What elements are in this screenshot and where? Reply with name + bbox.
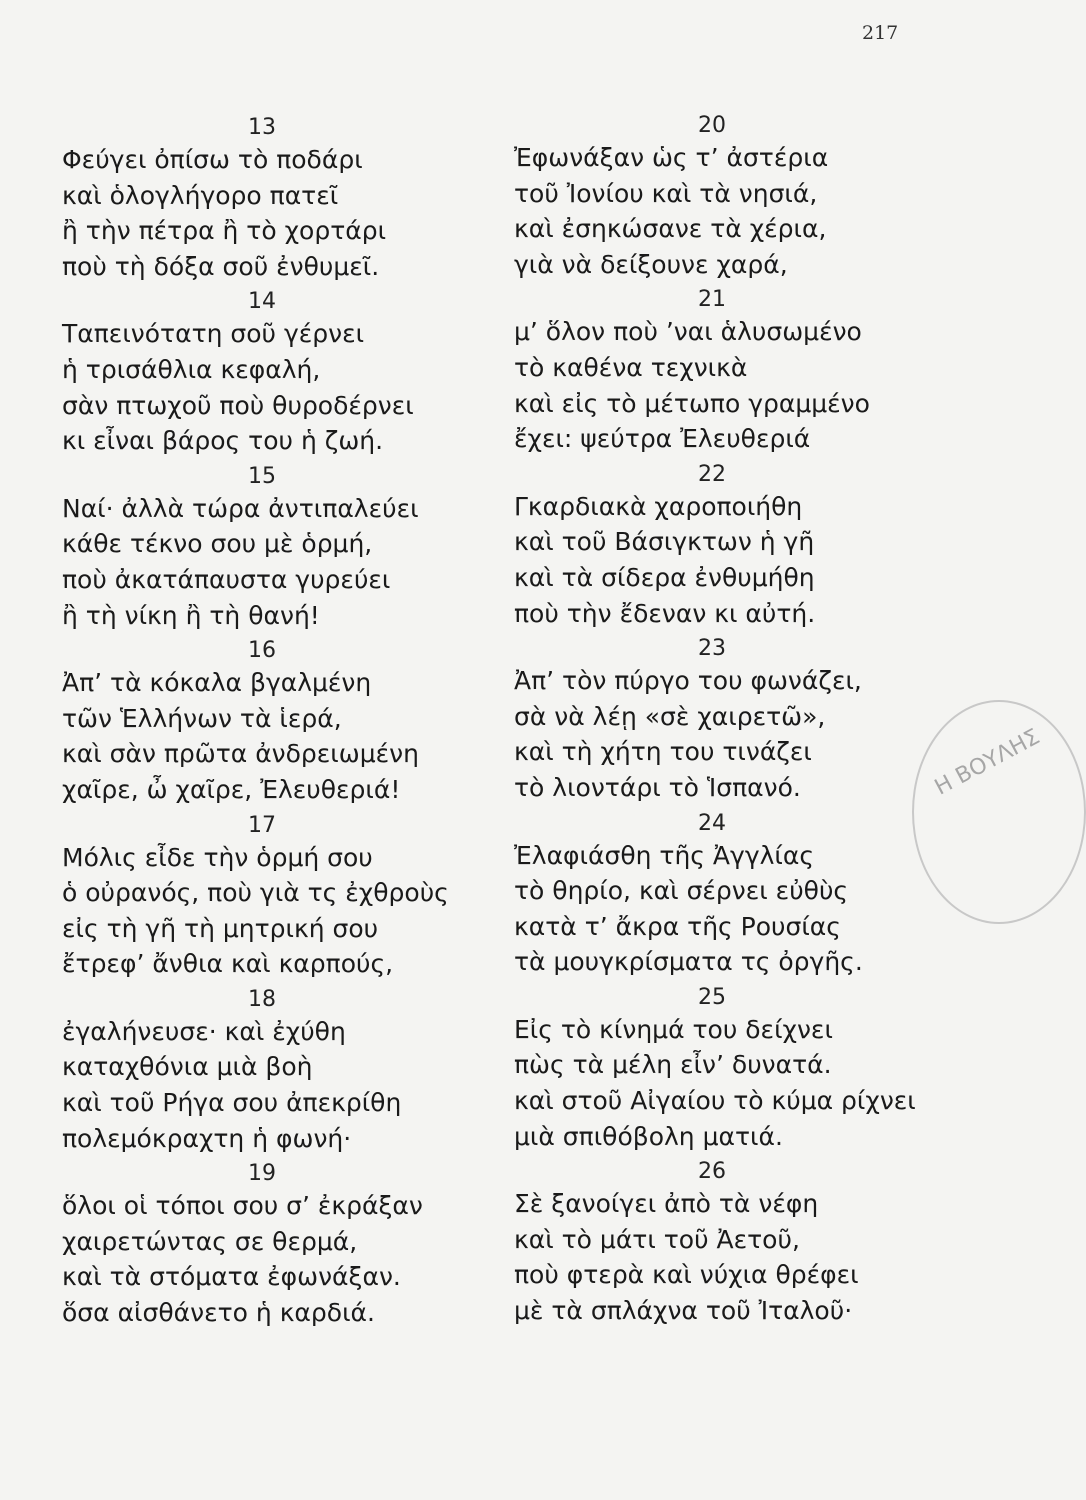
stanza-number: 15 [248, 463, 276, 489]
verse-line: καὶ τὰ στόματα ἐφωνάξαν. [62, 1262, 401, 1292]
verse-line: κι εἶναι βάρος του ἡ ζωή. [62, 426, 384, 456]
verse-line: Ταπεινότατη σοῦ γέρνει [62, 319, 365, 349]
left-column [62, 112, 512, 1335]
stanza [514, 635, 964, 805]
verse-line: χαῖρε, ὦ χαῖρε, Ἐλευθεριά! [62, 774, 401, 804]
stanza-number: 17 [248, 812, 276, 838]
verse-line: καὶ σὰν πρῶτα ἀνδρειωμένη [62, 739, 419, 769]
stanza-number: 14 [248, 289, 276, 315]
stanza-number: 13 [248, 115, 276, 140]
verse-line: τῶν Ἑλλήνων τὰ ἱερά, [62, 703, 342, 733]
verse-line: καὶ εἰς τὸ μέτωπο γραμμένο [514, 388, 870, 418]
verse-line: τὸ λιοντάρι τὸ Ἱσπανό. [514, 772, 801, 802]
verse-line: ποὺ ἀκατάπαυστα γυρεύει [62, 564, 391, 594]
verse-line: καὶ στοῦ Αἰγαίου τὸ κύμα ρίχνει [514, 1086, 916, 1116]
verse-line: καὶ τὸ μάτι τοῦ Ἀετοῦ, [514, 1224, 800, 1254]
verse-line: πὼς τὰ μέλη εἶν’ δυνατά. [514, 1050, 832, 1080]
verse-line: ἔτρεφ’ ἄνθια καὶ καρπούς, [62, 949, 394, 979]
verse-line: ὅσα αἰσθάνετο ἡ καρδιά. [62, 1298, 375, 1328]
verse-line: ποὺ τὴ δόξα σοῦ ἐνθυμεῖ. [62, 251, 380, 281]
stanza [62, 812, 512, 982]
stanza-number: 21 [698, 287, 726, 313]
stanza [62, 637, 512, 807]
verse-line: Ἐλαφιάσθη τῆς Ἀγγλίας [514, 840, 815, 870]
page-number: 217 [862, 22, 899, 44]
stamp-text: Η ΒΟΥΛΗΣ [930, 724, 1045, 801]
stanza [514, 984, 964, 1154]
verse-line: Ἀπ’ τὰ κόκαλα βγαλμένη [62, 668, 372, 698]
verse-line: καταχθόνια μιὰ βοὴ [62, 1052, 313, 1082]
verse-line: πολεμόκραχτη ἡ φωνή· [62, 1123, 352, 1153]
verse-line: Μόλις εἶδε τὴν ὁρμή σου [62, 842, 373, 872]
stanza [514, 286, 964, 456]
stanza-number: 19 [248, 1161, 276, 1187]
stanza [62, 463, 512, 633]
verse-line: σὰν πτωχοῦ ποὺ θυροδέρνει [62, 390, 414, 420]
verse-line: Ἀπ’ τὸν πύργο του φωνάζει, [514, 666, 862, 696]
verse-line: τὸ καθένα τεχνικὰ [514, 352, 748, 382]
verse-line: σὰ νὰ λέῃ «σὲ χαιρετῶ», [514, 701, 826, 731]
verse-line: καὶ ἐσηκώσανε τὰ χέρια, [514, 214, 827, 244]
verse-line: μιὰ σπιθόβολη ματιά. [514, 1121, 783, 1151]
verse-line: καὶ τοῦ Βάσιγκτων ἡ γῆ [514, 527, 815, 557]
verse-line: ἔχει: ψεύτρα Ἐλευθεριά [514, 424, 811, 454]
stanza [62, 1160, 512, 1330]
stanza-number: 24 [698, 810, 726, 836]
verse-line: Εἰς τὸ κίνημά του δείχνει [514, 1014, 833, 1044]
stanza-number: 26 [698, 1159, 726, 1185]
verse-line: τὸ θηρίο, καὶ σέρνει εὐθὺς [514, 876, 849, 906]
stanza [62, 114, 512, 284]
verse-line: κάθε τέκνο σου μὲ ὁρμή, [62, 529, 373, 559]
verse-line: Ναί· ἀλλὰ τώρα ἀντιπαλεύει [62, 493, 419, 523]
verse-line: ὁ οὐρανός, ποὺ γιὰ τς ἐχθροὺς [62, 878, 449, 908]
stanza [62, 288, 512, 458]
verse-line: ὅλοι οἱ τόποι σου σ’ ἐκράξαν [62, 1191, 423, 1221]
stanza [62, 986, 512, 1156]
verse-line: Φεύγει ὀπίσω τὸ ποδάρι [62, 145, 363, 174]
verse-line: εἰς τὴ γῆ τὴ μητρική σου [62, 913, 379, 943]
stanza-number: 25 [698, 984, 726, 1010]
verse-line: καὶ τὴ χήτη του τινάζει [514, 737, 812, 767]
verse-line: χαιρετώντας σε θερμά, [62, 1226, 358, 1256]
stanza-number: 20 [698, 113, 726, 138]
verse-line: Γκαρδιακὰ χαροποιήθη [514, 491, 803, 521]
stanza [514, 112, 964, 282]
verse-line: κατὰ τ’ ἄκρα τῆς Ρουσίας [514, 911, 841, 941]
stanza-number: 23 [698, 636, 726, 662]
stanza-number: 16 [248, 638, 276, 664]
verse-line: ποὺ τὴν ἔδεναν κι αὐτή. [514, 598, 816, 628]
verse-line: μὲ τὰ σπλάχνα τοῦ Ἰταλοῦ· [514, 1296, 853, 1326]
verse-line: ἐγαλήνευσε· καὶ ἐχύθη [62, 1016, 346, 1046]
verse-line: ποὺ φτερὰ καὶ νύχια θρέφει [514, 1260, 859, 1290]
verse-line: καὶ τοῦ Ρήγα σου ἀπεκρίθη [62, 1088, 402, 1118]
verse-line: ἢ τὴ νίκη ἢ τὴ θανή! [62, 600, 320, 630]
verse-line: ἢ τὴν πέτρα ἢ τὸ χορτάρι [62, 216, 387, 246]
verse-line: τὰ μουγκρίσματα τς ὀργῆς. [514, 947, 863, 977]
right-column [514, 112, 964, 1333]
stanza-number: 22 [698, 461, 726, 487]
verse-line: Ἐφωνάξαν ὡς τ’ ἀστέρια [514, 143, 829, 172]
stanza [514, 461, 964, 631]
verse-line: τοῦ Ἰονίου καὶ τὰ νησιά, [514, 178, 818, 208]
stanza [514, 1158, 964, 1328]
verse-line: καὶ ὁλογλήγορο πατεῖ [62, 180, 339, 210]
verse-line: μ’ ὅλον ποὺ ’ναι ἁλυσωμένο [514, 317, 862, 347]
stanza [514, 810, 964, 980]
verse-line: γιὰ νὰ δείξουνε χαρά, [514, 249, 788, 279]
stanza-number: 18 [248, 986, 276, 1012]
verse-line: ἡ τρισάθλια κεφαλή, [62, 354, 321, 384]
verse-line: Σὲ ξανοίγει ἀπὸ τὰ νέφη [514, 1189, 819, 1219]
verse-line: καὶ τὰ σίδερα ἐνθυμήθη [514, 562, 815, 592]
